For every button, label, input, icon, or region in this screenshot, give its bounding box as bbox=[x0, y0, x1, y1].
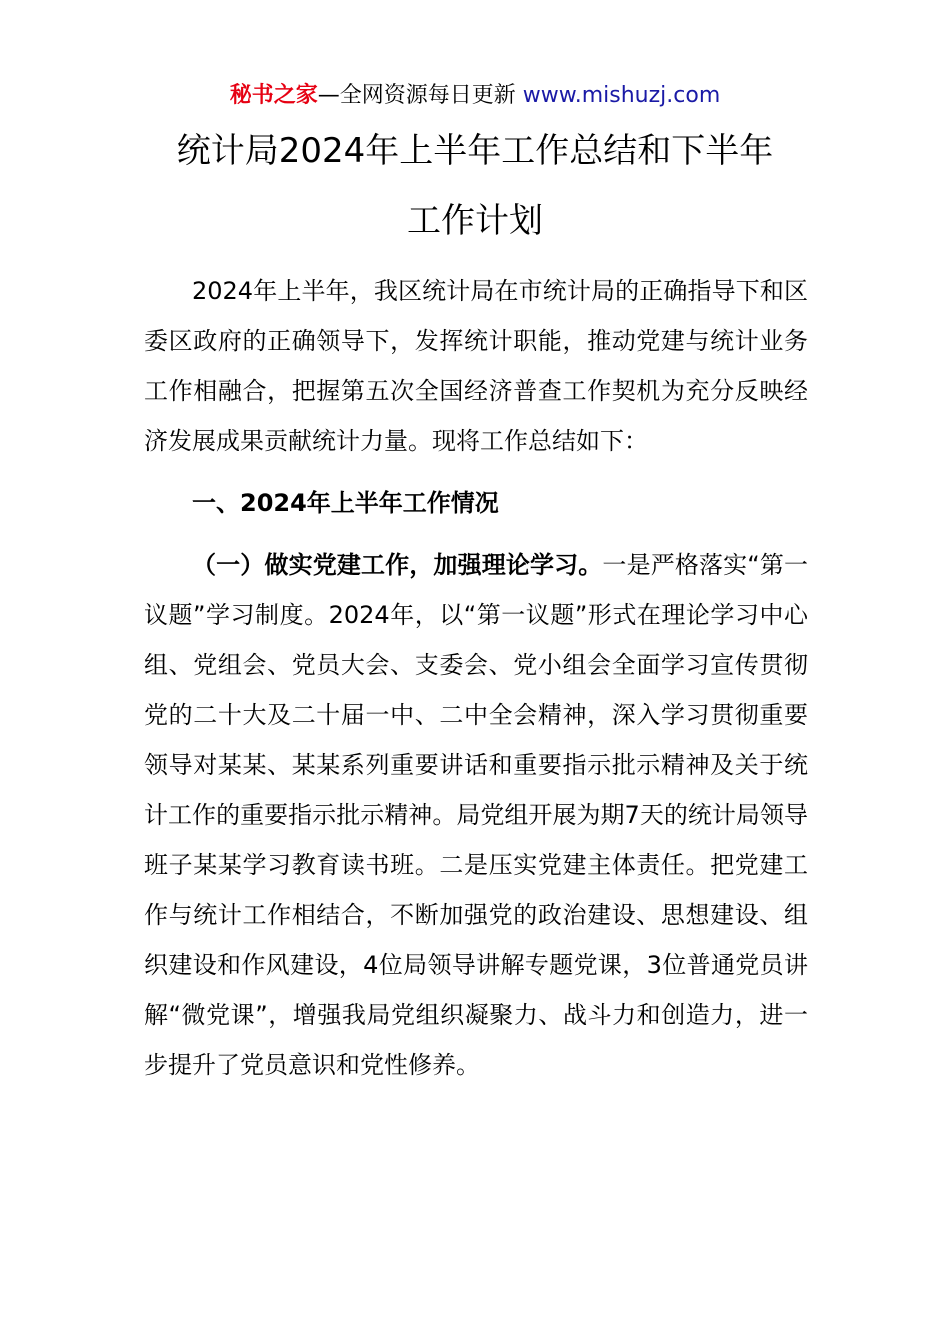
section-heading: 一、2024年上半年工作情况 bbox=[192, 489, 499, 517]
document-title-line-1: 统计局2024年上半年工作总结和下半年 bbox=[176, 131, 774, 171]
subsection-paragraph bbox=[144, 540, 808, 1090]
site-tagline: —全网资源每日更新 bbox=[317, 83, 516, 108]
site-brand: 秘书之家 bbox=[229, 83, 318, 108]
document-title bbox=[100, 116, 850, 256]
document-title-line-2: 工作计划 bbox=[407, 201, 543, 241]
site-url-link[interactable]: www.mishuzj.com bbox=[522, 83, 721, 108]
subsection-lead: （一）做实党建工作，加强理论学习。 bbox=[192, 551, 603, 579]
document-body bbox=[144, 266, 808, 1090]
site-header bbox=[0, 80, 950, 112]
intro-paragraph: 2024年上半年，我区统计局在市统计局的正确指导下和区委区政府的正确领导下，发挥统计职能，推动党建与统计业务工作相融合，把握第五次全国经济普查工作契机为充分反映经济发展成果贡献统计力量。现将工作总结如下： bbox=[144, 277, 808, 455]
subsection-text: 一是严格落实“第一议题”学习制度。2024年，以“第一议题”形式在理论学习中心组、党组会、党员大会、支委会、党小组会全面学习宣传贯彻党的二十大及二十届一中、二中全会精神，深入学习贯彻重要领导对某某、某某系列重要讲话和重要指示批示精神及关于统计工作的重要指示批示精神。局党组开展为期7天的统计局领导班子某某学习教育读书班。二是压实党建主体责任。把党建工作与统计工作相结合，不断加强党的政治建设、思想建设、组织建设和作风建设，4位局领导讲解专题党课，3位普通党员讲解“微党课”，增强我局党组织凝聚力、战斗力和创造力，进一步提升了党员意识和党性修养。 bbox=[144, 551, 808, 1079]
